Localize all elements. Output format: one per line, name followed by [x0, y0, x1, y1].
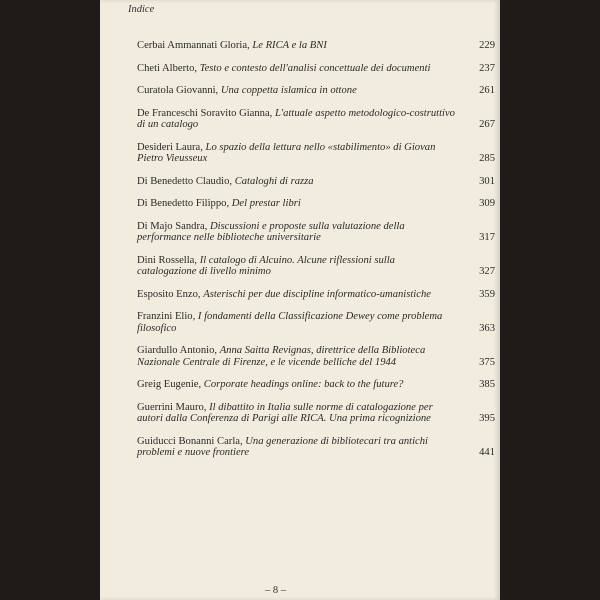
page-header: Indice	[128, 4, 155, 15]
entry-title: Il catalogo di Alcuino. Alcune riflessioni sulla catalogazione di livello minimo	[137, 254, 395, 277]
entry-author: Curatola Giovanni,	[137, 85, 221, 96]
index-entry	[137, 311, 495, 334]
index-entry	[137, 176, 495, 188]
entry-page: 375	[479, 356, 495, 368]
entry-title: Corporate headings online: back to the future?	[203, 379, 404, 390]
index-entry	[137, 142, 495, 165]
entry-page: 237	[479, 62, 495, 74]
entry-page: 385	[479, 379, 495, 390]
entry-page: 359	[479, 288, 495, 300]
entry-title: Una coppetta islamica in ottone	[220, 85, 357, 96]
index-entry	[137, 221, 495, 244]
entry-title: Una generazione di bibliotecari tra antichi problemi e nuove frontiere	[137, 435, 428, 458]
entry-page: 317	[479, 232, 495, 243]
index-entry	[137, 63, 495, 75]
entry-title: Cataloghi di razza	[234, 175, 314, 187]
index-entry	[137, 85, 495, 97]
entry-author: Esposito Enzo,	[137, 288, 204, 300]
entry-author: Cerbai Ammannati Gloria,	[137, 40, 253, 51]
entry-author: Di Benedetto Claudio,	[137, 175, 235, 187]
index-entry	[137, 40, 495, 52]
entry-title: Anna Saitta Revignas, direttrice della Biblioteca Nazionale Centrale di Firenze, e le vicende belliche del 1944	[137, 345, 426, 368]
entry-page: 327	[479, 266, 495, 277]
entry-page: 395	[479, 413, 495, 424]
entry-author: Di Benedetto Filippo,	[137, 198, 232, 209]
page-number: – 8 –	[265, 585, 286, 596]
entry-title: Lo spazio della lettura nello «stabilimento» di Giovan Pietro Vieusseux	[137, 141, 436, 164]
entry-author: Franzini Elio,	[137, 311, 198, 322]
entry-author: Guerrini Mauro,	[137, 401, 210, 413]
entry-author: Dini Rossella,	[137, 254, 200, 266]
entry-author: Greig Eugenie,	[137, 379, 204, 390]
entry-title: Discussioni e proposte sulla valutazione della performance nelle biblioteche universitarie	[137, 220, 405, 243]
entry-page: 285	[479, 153, 495, 164]
entry-title: I fondamenti della Classificazione Dewey come problema filosofico	[137, 311, 443, 334]
entry-page: 363	[479, 322, 495, 334]
entry-author: Desideri Laura,	[137, 141, 206, 153]
index-entry	[137, 379, 495, 391]
entry-title: Testo e contesto dell'analisi concettuale dei documenti	[199, 62, 431, 74]
entry-page: 261	[479, 85, 495, 96]
entry-title: Le RICA e la BNI	[252, 40, 327, 51]
entry-author: De Franceschi Soravito Gianna,	[137, 107, 275, 119]
entry-page: 301	[479, 175, 495, 187]
entry-title: Del prestar libri	[231, 198, 301, 209]
entry-author: Di Majo Sandra,	[137, 220, 210, 232]
index-entry	[137, 198, 495, 210]
entry-title: L'attuale aspetto metodologico-costruttivo di un catalogo	[137, 107, 455, 130]
entry-page: 441	[479, 447, 495, 458]
index-entry	[137, 345, 495, 368]
index-entry	[137, 255, 495, 278]
entry-page: 229	[479, 40, 495, 51]
entry-author: Giardullo Antonio,	[137, 345, 220, 356]
entry-page: 267	[479, 119, 495, 130]
index-entry	[137, 289, 495, 301]
entry-page: 309	[479, 198, 495, 209]
entry-author: Guiducci Bonanni Carla,	[137, 435, 246, 447]
entry-title: Il dibattito in Italia sulle norme di catalogazione per autori dalla Conferenza di Parigi alle RICA. Una prima ricognizione	[137, 401, 433, 424]
entry-title: Asterischi per due discipline informatico-umanistiche	[203, 288, 431, 300]
entry-author: Cheti Alberto,	[137, 62, 200, 74]
index-entry	[137, 402, 495, 425]
index-entry	[137, 108, 495, 131]
index-entry	[137, 436, 495, 459]
index-entries	[137, 40, 495, 470]
